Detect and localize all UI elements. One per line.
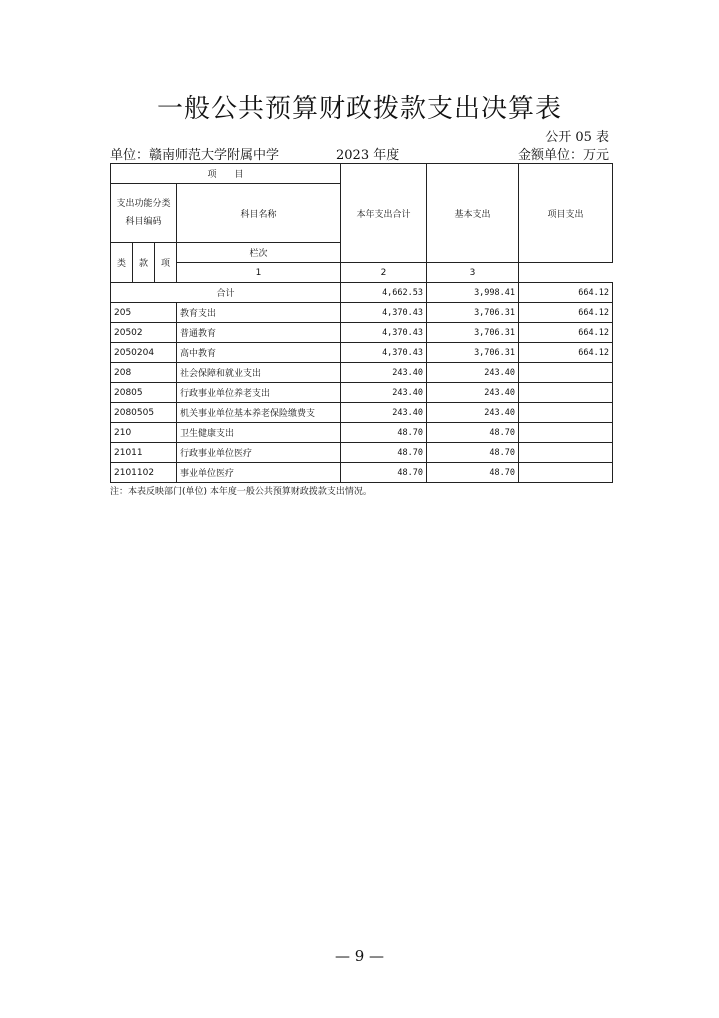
- row-name: 行政事业单位养老支出: [177, 383, 341, 403]
- row-code: 208: [111, 363, 177, 383]
- table-row: [111, 423, 613, 443]
- row-code: 205: [111, 303, 177, 323]
- row-basic: 243.40: [427, 383, 519, 403]
- unit-name: 单位：赣南师范大学附属中学: [110, 148, 280, 163]
- row-code: 20502: [111, 323, 177, 343]
- row-total: 243.40: [341, 363, 427, 383]
- row-project: [519, 363, 613, 383]
- amount-unit: 金额单位：万元: [517, 148, 609, 163]
- row-total: 4,370.43: [341, 343, 427, 363]
- table-row: [111, 443, 613, 463]
- header-subject-name: 科目名称: [177, 184, 341, 243]
- row-total: 48.70: [341, 443, 427, 463]
- row-name: 行政事业单位医疗: [177, 443, 341, 463]
- row-name: 高中教育: [177, 343, 341, 363]
- row-basic: 48.70: [427, 443, 519, 463]
- row-total: 4,370.43: [341, 323, 427, 343]
- row-basic: 48.70: [427, 423, 519, 443]
- row-project: 664.12: [519, 303, 613, 323]
- table-row: [111, 403, 613, 423]
- row-project: 664.12: [519, 323, 613, 343]
- row-name: 教育支出: [177, 303, 341, 323]
- page-title: 一般公共预算财政拨款支出决算表: [156, 94, 562, 124]
- row-name: 事业单位医疗: [177, 463, 341, 483]
- row-basic: 3,706.31: [427, 303, 519, 323]
- header-total: 本年支出合计: [341, 164, 427, 263]
- report-year: 2023 年度: [336, 148, 400, 163]
- total-label: 合计: [111, 283, 341, 303]
- row-name: 卫生健康支出: [177, 423, 341, 443]
- column-index-3: 3: [427, 263, 519, 283]
- table-row: [111, 463, 613, 483]
- row-project: 664.12: [519, 343, 613, 363]
- header-item: 项 目: [111, 164, 341, 184]
- header-project: 项目支出: [519, 164, 613, 263]
- row-code: 21011: [111, 443, 177, 463]
- total-project: 664.12: [519, 283, 613, 303]
- total-total: 4,662.53: [341, 283, 427, 303]
- row-name: 社会保障和就业支出: [177, 363, 341, 383]
- row-total: 48.70: [341, 463, 427, 483]
- row-project: [519, 423, 613, 443]
- row-total: 243.40: [341, 383, 427, 403]
- header-xiang: 项: [155, 243, 177, 283]
- table-row: [111, 303, 613, 323]
- row-total: 48.70: [341, 423, 427, 443]
- row-total: 243.40: [341, 403, 427, 423]
- column-index-1: 1: [177, 263, 341, 283]
- header-kuan: 款: [133, 243, 155, 283]
- row-project: [519, 443, 613, 463]
- table-row: [111, 363, 613, 383]
- column-index-2: 2: [341, 263, 427, 283]
- header-func-class: 支出功能分类科目编码: [111, 184, 177, 243]
- total-basic: 3,998.41: [427, 283, 519, 303]
- row-basic: 243.40: [427, 403, 519, 423]
- row-basic: 48.70: [427, 463, 519, 483]
- table-row: [111, 383, 613, 403]
- form-number: 公开 05 表: [545, 130, 609, 145]
- row-code: 2080505: [111, 403, 177, 423]
- row-code: 2101102: [111, 463, 177, 483]
- header-lanci: 栏次: [177, 243, 341, 263]
- row-basic: 243.40: [427, 363, 519, 383]
- row-code: 210: [111, 423, 177, 443]
- row-project: [519, 383, 613, 403]
- table-note: 注：本表反映部门(单位) 本年度一般公共预算财政拨款支出情况。: [110, 487, 372, 497]
- row-basic: 3,706.31: [427, 343, 519, 363]
- row-total: 4,370.43: [341, 303, 427, 323]
- row-project: [519, 463, 613, 483]
- expenditure-table: [110, 163, 613, 483]
- row-name: 普通教育: [177, 323, 341, 343]
- row-basic: 3,706.31: [427, 323, 519, 343]
- header-basic: 基本支出: [427, 164, 519, 263]
- table-row: [111, 343, 613, 363]
- row-code: 20805: [111, 383, 177, 403]
- header-lei: 类: [111, 243, 133, 283]
- table-row: [111, 323, 613, 343]
- row-name: 机关事业单位基本养老保险缴费支: [177, 403, 341, 423]
- row-project: [519, 403, 613, 423]
- page-number: — 9 —: [334, 947, 385, 965]
- row-code: 2050204: [111, 343, 177, 363]
